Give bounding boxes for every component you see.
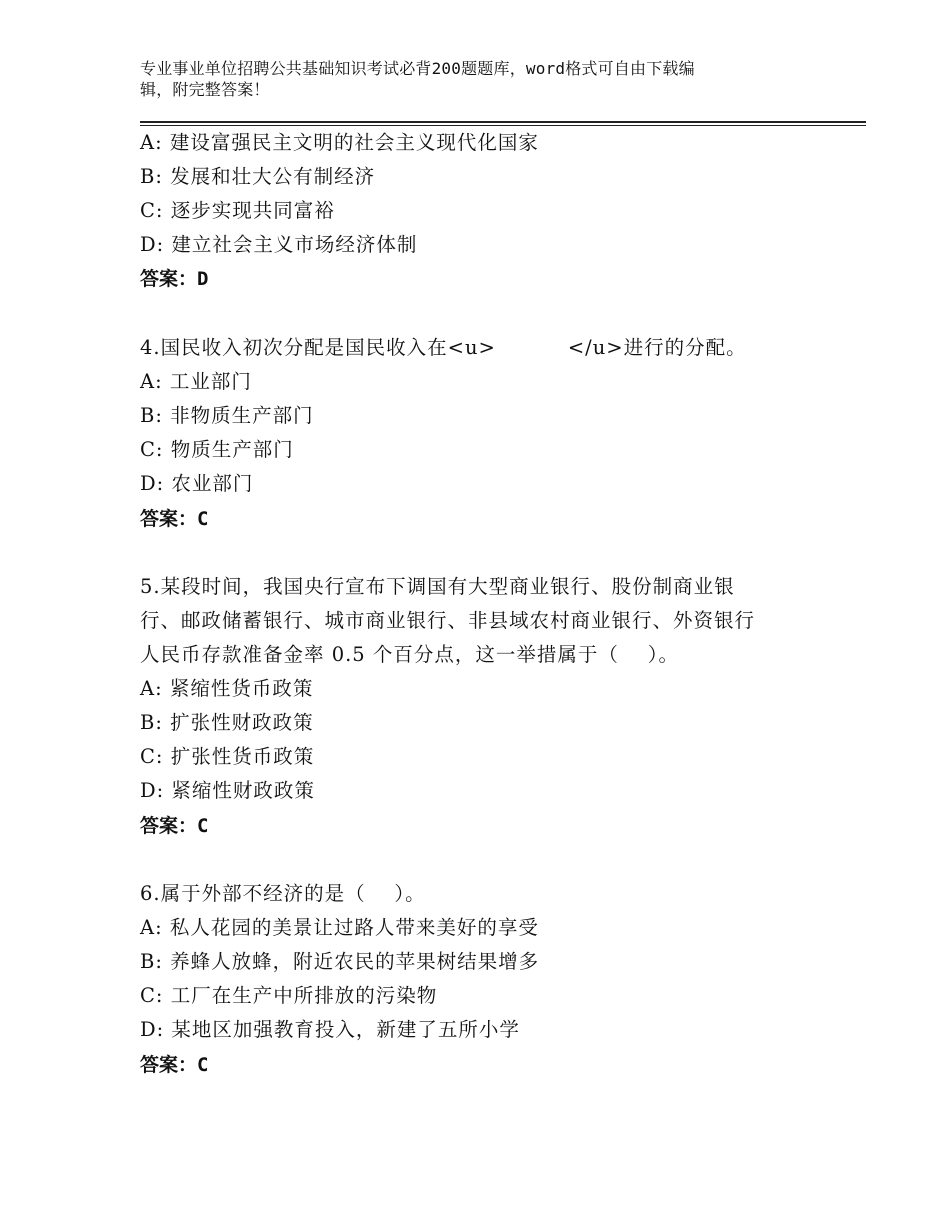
q6-option-d: D: 某地区加强教育投入，新建了五所小学 [140, 1018, 520, 1041]
q3-option-b: B: 发展和壮大公有制经济 [140, 165, 376, 188]
q6-option-c: C: 工厂在生产中所排放的污染物 [140, 984, 438, 1007]
q4-stem: 4.国民收入初次分配是国民收入在<u> </u>进行的分配。 [140, 336, 747, 359]
document-header [140, 58, 800, 100]
header-rule-thick [140, 121, 866, 123]
q5-stem-line-3: 人民币存款准备金率 0.5 个百分点，这一举措属于（ ）。 [140, 643, 679, 666]
q4-option-c: C: 物质生产部门 [140, 438, 294, 461]
q5-stem-line-2: 行、邮政储蓄银行、城市商业银行、非县域农村商业银行、外资银行 [140, 609, 756, 632]
q5-option-a: A: 紧缩性货币政策 [140, 677, 314, 700]
q6-answer: 答案：C [140, 1054, 209, 1076]
header-rule-thin [140, 125, 866, 126]
header-line-1: 专业事业单位招聘公共基础知识考试必背200题题库，word格式可自由下载编 [140, 59, 695, 78]
q4-option-b: B: 非物质生产部门 [140, 404, 314, 427]
header-line-2: 辑，附完整答案！ [140, 80, 270, 99]
q6-stem: 6.属于外部不经济的是（ ）。 [140, 882, 426, 905]
q5-answer: 答案：C [140, 815, 209, 837]
q4-option-d: D: 农业部门 [140, 472, 254, 495]
q5-option-d: D: 紧缩性财政政策 [140, 779, 315, 802]
q5-option-b: B: 扩张性财政政策 [140, 711, 314, 734]
q6-option-b: B: 养蜂人放蜂，附近农民的苹果树结果增多 [140, 950, 540, 973]
q6-option-a: A: 私人花园的美景让过路人带来美好的享受 [140, 916, 539, 939]
q3-answer: 答案：D [140, 268, 209, 290]
q3-option-c: C: 逐步实现共同富裕 [140, 199, 335, 222]
q3-option-d: D: 建立社会主义市场经济体制 [140, 233, 418, 256]
q5-option-c: C: 扩张性货币政策 [140, 745, 315, 768]
q5-stem-line-1: 5.某段时间，我国央行宣布下调国有大型商业银行、股份制商业银 [140, 575, 735, 598]
q4-answer: 答案：C [140, 508, 209, 530]
q4-option-a: A: 工业部门 [140, 370, 252, 393]
q3-option-a: A: 建设富强民主文明的社会主义现代化国家 [140, 131, 539, 154]
